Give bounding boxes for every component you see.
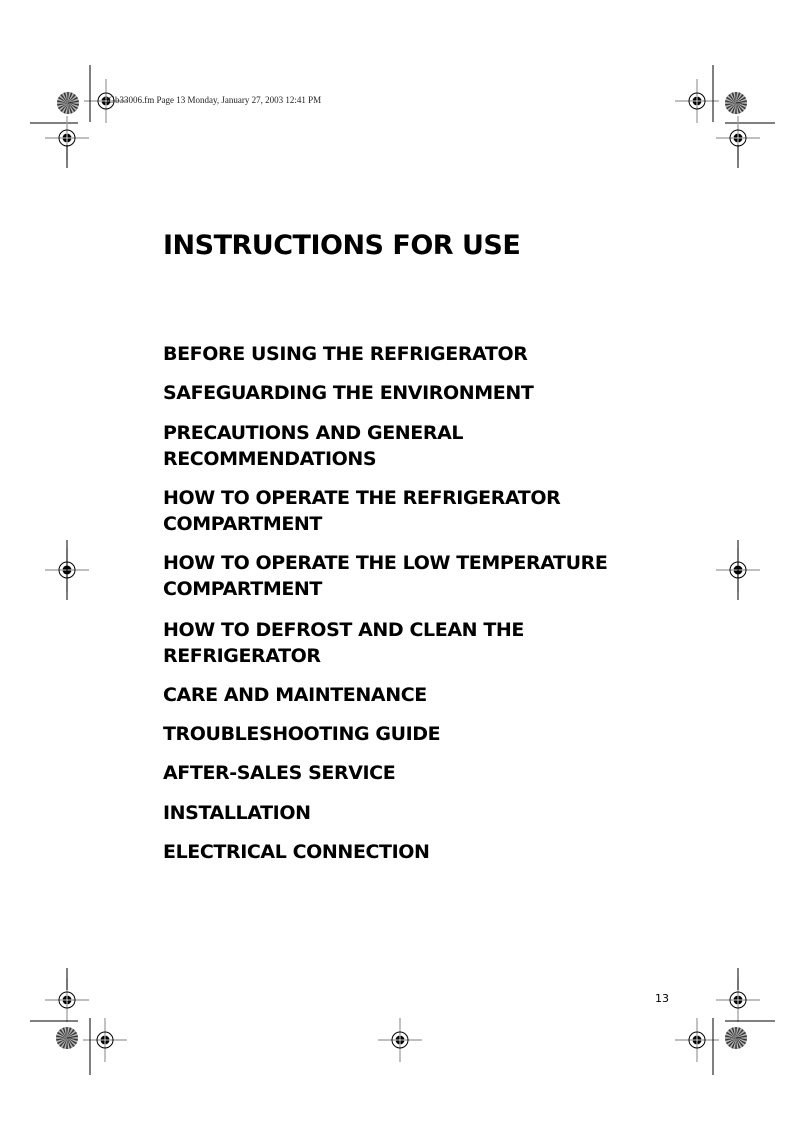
toc-line: HOW TO OPERATE THE REFRIGERATOR <box>163 487 561 509</box>
toc-line: BEFORE USING THE REFRIGERATOR <box>163 343 528 365</box>
toc-line: COMPARTMENT <box>163 578 322 600</box>
page-number: 13 <box>655 992 669 1005</box>
toc-line: TROUBLESHOOTING GUIDE <box>163 723 441 745</box>
toc-item <box>163 760 395 786</box>
toc-item <box>163 721 440 747</box>
toc-line: PRECAUTIONS AND GENERAL <box>163 422 464 444</box>
toc-line: HOW TO DEFROST AND CLEAN THE <box>163 619 525 641</box>
toc-item <box>163 550 607 602</box>
toc-item <box>163 380 533 406</box>
toc-line: HOW TO OPERATE THE LOW TEMPERATURE <box>163 552 608 574</box>
toc-line: ELECTRICAL CONNECTION <box>163 841 430 863</box>
toc-line: INSTALLATION <box>163 802 311 824</box>
toc-item <box>163 839 430 865</box>
toc-line: SAFEGUARDING THE ENVIRONMENT <box>163 382 534 404</box>
toc-item <box>163 341 527 367</box>
toc-line: COMPARTMENT <box>163 513 322 535</box>
toc-item <box>163 617 524 669</box>
toc-line: REFRIGERATOR <box>163 645 321 667</box>
toc-line: AFTER-SALES SERVICE <box>163 762 396 784</box>
toc-line: CARE AND MAINTENANCE <box>163 684 427 706</box>
page-title: INSTRUCTIONS FOR USE <box>163 230 521 261</box>
toc-item <box>163 682 427 708</box>
toc-item <box>163 420 463 472</box>
toc-item <box>163 800 311 826</box>
file-info-header: 3Gb33006.fm Page 13 Monday, January 27, 2003 12:41 PM <box>104 95 322 105</box>
toc-line: RECOMMENDATIONS <box>163 448 377 470</box>
toc-item <box>163 485 560 537</box>
